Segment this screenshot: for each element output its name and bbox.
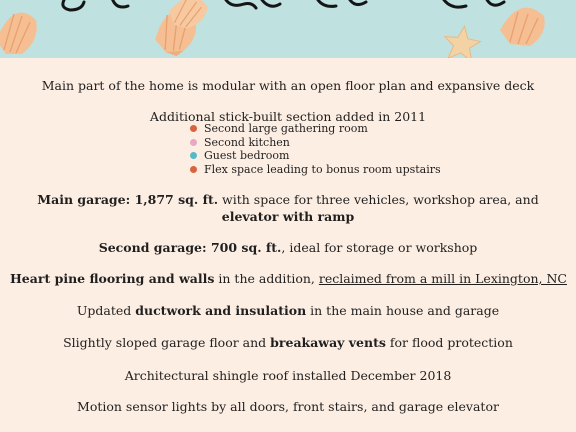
main-garage-description: with space for three vehicles, workshop area, and — [218, 192, 539, 207]
second-garage-size: Second garage: 700 sq. ft. — [98, 240, 282, 255]
updated-highlight: ductwork and insulation — [135, 303, 307, 318]
list-item-label: Second large gathering room — [204, 122, 368, 135]
feature-sloped-floor — [10, 334, 566, 351]
feature-lights — [10, 398, 566, 415]
sloped-text-end: for flood protection — [385, 335, 513, 350]
feature-second-garage — [10, 239, 566, 256]
seashell-icon — [0, 12, 37, 54]
sloped-highlight: breakaway vents — [270, 335, 386, 350]
starfish-icon — [442, 24, 482, 58]
heart-pine-heading: Heart pine flooring and walls — [10, 271, 215, 286]
bullet-dot-icon — [190, 125, 197, 132]
sloped-text-start: Slightly sloped garage floor and — [63, 335, 271, 350]
title-script-decoration — [63, 0, 504, 10]
header-decoration — [0, 0, 576, 58]
roof-text: Architectural shingle roof installed December 2018 — [124, 368, 452, 383]
bullet-dot-icon — [190, 139, 197, 146]
heart-pine-source: reclaimed from a mill in Lexington, NC — [318, 271, 567, 286]
bullet-dot-icon — [190, 166, 197, 173]
list-item-label: Guest bedroom — [204, 149, 290, 162]
list-item — [190, 162, 441, 177]
feature-heart-pine — [10, 270, 566, 287]
main-garage-size: Main garage: 1,877 sq. ft. — [37, 192, 219, 207]
list-item — [190, 122, 430, 136]
list-item — [190, 149, 430, 163]
feature-main-garage — [30, 191, 546, 225]
addition-sublist — [190, 122, 441, 176]
feature-roof — [10, 367, 566, 384]
feature-modular-text: Main part of the home is modular with an open floor plan and expansive deck — [41, 78, 535, 93]
updated-text-start: Updated — [76, 303, 136, 318]
feature-updated — [10, 302, 566, 319]
seashell-icon — [500, 8, 545, 46]
bullet-dot-icon — [190, 152, 197, 159]
feature-addition-text: Additional stick-built section added in 2011 — [149, 109, 427, 124]
list-item — [190, 136, 430, 150]
second-garage-description: , ideal for storage or workshop — [281, 240, 478, 255]
list-item-label: Flex space leading to bonus room upstairs — [204, 162, 441, 176]
list-item-label: Second kitchen — [204, 135, 290, 149]
feature-list — [0, 58, 576, 432]
updated-text-end: in the main house and garage — [306, 303, 500, 318]
lights-text: Motion sensor lights by all doors, front stairs, and garage elevator — [77, 399, 499, 414]
header-banner — [0, 0, 576, 58]
heart-pine-text: in the addition, — [214, 271, 319, 286]
main-garage-elevator: elevator with ramp — [221, 209, 355, 224]
feature-modular — [10, 77, 566, 94]
